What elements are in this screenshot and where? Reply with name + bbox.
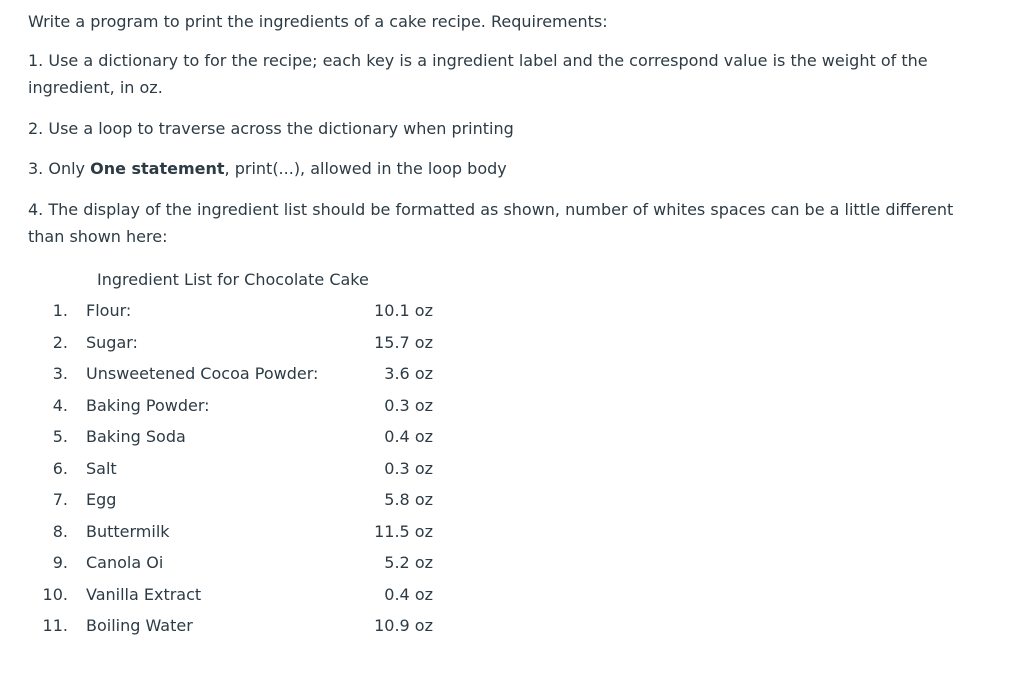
item-number: 11. (42, 616, 68, 635)
ingredient-list (28, 297, 468, 644)
ingredient-name: Baking Soda (86, 427, 186, 446)
ingredient-name: Salt (86, 458, 117, 478)
intro-text: Write a program to print the ingredients of a cake recipe. Requirements: (28, 12, 608, 31)
ingredient-name: Unsweetened Cocoa Powder: (86, 364, 319, 383)
requirement-3 (28, 155, 988, 182)
list-item (28, 581, 468, 613)
ingredient-amount: 5.2 oz (384, 553, 433, 572)
ingredient-name: Flour: (86, 301, 132, 320)
list-item (28, 423, 468, 455)
ingredient-name: Boiling Water (86, 616, 193, 635)
item-number: 5. (52, 427, 68, 446)
ingredient-name: Vanilla Extract (86, 584, 202, 604)
ingredient-amount: 5.8 oz (384, 490, 433, 509)
list-item (28, 486, 468, 518)
ingredient-name: Buttermilk (86, 521, 170, 541)
requirement-3-suffix: , print(...), allowed in the loop body (224, 159, 507, 178)
item-number: 3. (52, 364, 68, 383)
list-item (28, 455, 468, 487)
item-number: 2. (52, 332, 68, 352)
item-number: 10. (42, 584, 68, 604)
item-number: 7. (52, 490, 68, 509)
item-number: 9. (52, 553, 68, 572)
ingredient-amount: 3.6 oz (384, 364, 433, 383)
requirement-3-bold: One statement (90, 159, 225, 178)
list-item (28, 297, 468, 329)
item-number: 1. (52, 301, 68, 320)
requirement-1: 1. Use a dictionary to for the recipe; each key is a ingredient label and the correspond value is the weight of the ingredient, in oz. (28, 51, 928, 97)
ingredient-amount: 11.5 oz (374, 521, 433, 541)
ingredient-amount: 0.3 oz (384, 458, 433, 478)
ingredient-amount: 10.1 oz (374, 301, 433, 320)
requirement-4: 4. The display of the ingredient list should be formatted as shown, number of whites spaces can be a little different than shown here: (28, 200, 954, 246)
requirement-2: 2. Use a loop to traverse across the dictionary when printing (28, 119, 514, 138)
item-number: 8. (52, 521, 68, 541)
ingredient-list-title: Ingredient List for Chocolate Cake (97, 270, 369, 289)
ingredient-amount: 10.9 oz (374, 616, 433, 635)
ingredient-amount: 0.4 oz (384, 427, 433, 446)
item-number: 6. (52, 458, 68, 478)
list-item (28, 329, 468, 361)
ingredient-name: Egg (86, 490, 117, 509)
list-item (28, 360, 468, 392)
requirement-3-prefix: 3. Only (28, 159, 91, 178)
item-number: 4. (52, 395, 68, 415)
ingredient-amount: 15.7 oz (374, 332, 433, 352)
list-item (28, 392, 468, 424)
list-item (28, 549, 468, 581)
ingredient-amount: 0.4 oz (384, 584, 433, 604)
ingredient-name: Canola Oi (86, 553, 164, 572)
ingredient-name: Baking Powder: (86, 395, 210, 415)
ingredient-name: Sugar: (86, 332, 138, 352)
list-item (28, 612, 468, 644)
list-item (28, 518, 468, 550)
ingredient-amount: 0.3 oz (384, 395, 433, 415)
